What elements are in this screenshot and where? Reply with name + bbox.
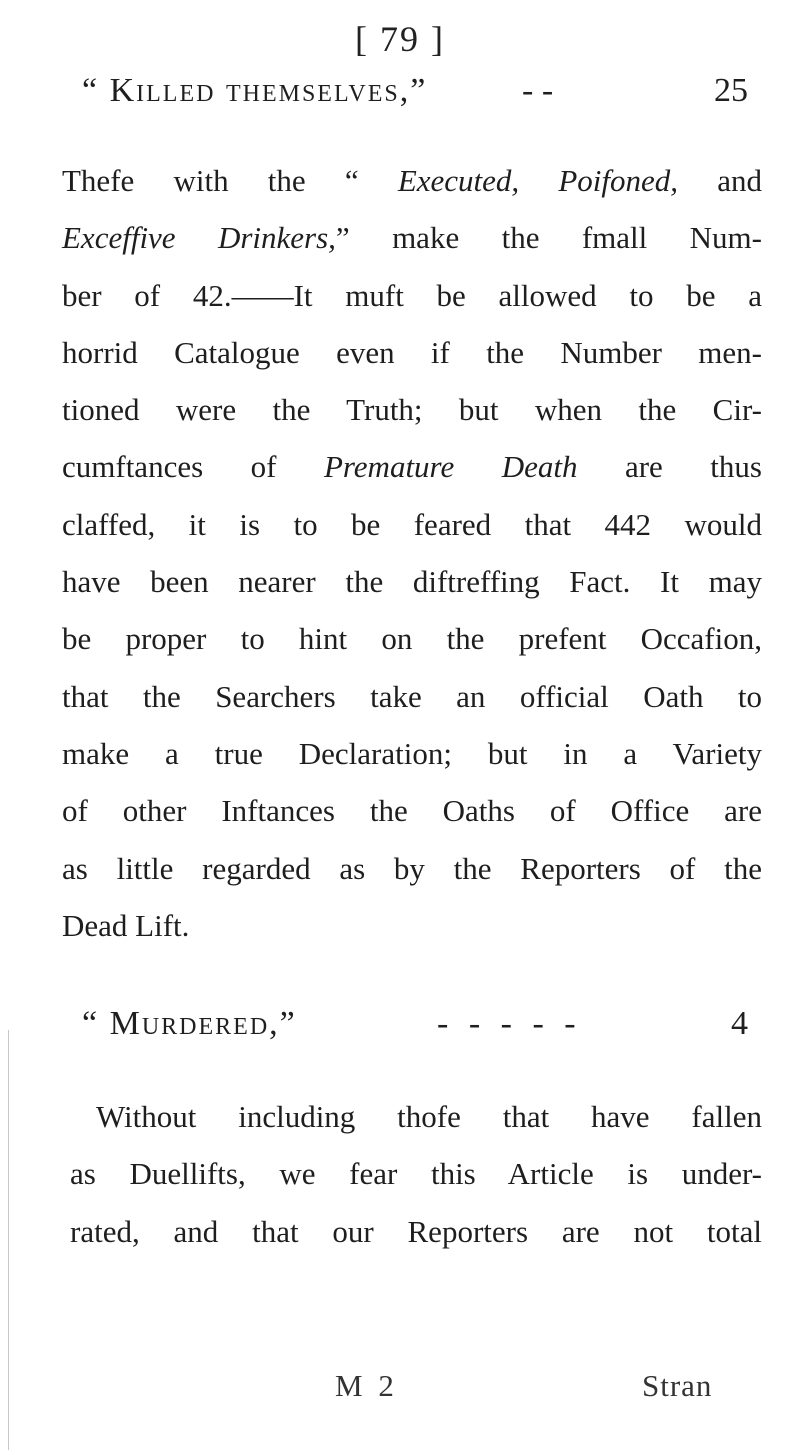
text-line: ber of 42.——It muft be allowed to be a: [62, 277, 762, 313]
text-line: make a true Declaration; but in a Variety: [62, 735, 762, 771]
text-line: Without including thofe that have fallen: [96, 1099, 762, 1134]
text-line: that the Searchers take an official Oath to: [62, 678, 762, 714]
text-line: Exceffive Drinkers,” make the fmall Num-: [62, 220, 762, 256]
text-line: horrid Catalogue even if the Number men-: [62, 334, 762, 370]
page-edge-divider: [8, 1030, 9, 1450]
text-line: as little regarded as by the Reporters of the: [62, 850, 762, 886]
text-line: have been nearer the diftreffing Fact. It may: [62, 564, 762, 600]
entry-label: “ Killed themselves,”: [82, 72, 428, 109]
page-number: [ 79 ]: [355, 19, 445, 59]
entry-dashes: - - - - -: [437, 1005, 582, 1042]
catchword: Stran: [642, 1368, 713, 1403]
entry-count: 25: [714, 72, 748, 109]
text-line: Thefe with the “ Executed, Poifoned, and: [62, 163, 763, 198]
entry-murdered: [82, 1005, 760, 1043]
entry-dashes: - -: [522, 72, 554, 109]
text-line: claffed, it is to be feared that 442 would: [62, 506, 762, 542]
text-line: be proper to hint on the prefent Occafion,: [62, 621, 762, 657]
text-line: cumftances of Premature Death are thus: [62, 449, 762, 485]
text-line: rated, and that our Reporters are not total: [70, 1213, 762, 1249]
text-line: tioned were the Truth; but when the Cir-: [62, 392, 762, 428]
entry-killed-themselves: [82, 72, 760, 110]
text-line: as Duellifts, we fear this Article is under-: [70, 1156, 762, 1192]
entry-label: “ Murdered,”: [82, 1005, 297, 1042]
paragraph-without-including: [70, 1088, 762, 1260]
signature-mark: M 2: [335, 1368, 398, 1403]
text-line: Dead Lift.: [62, 907, 190, 943]
entry-count: 4: [731, 1005, 748, 1042]
text-line: of other Inftances the Oaths of Office are: [62, 793, 762, 829]
paragraph-executed-poisoned: [62, 152, 762, 954]
